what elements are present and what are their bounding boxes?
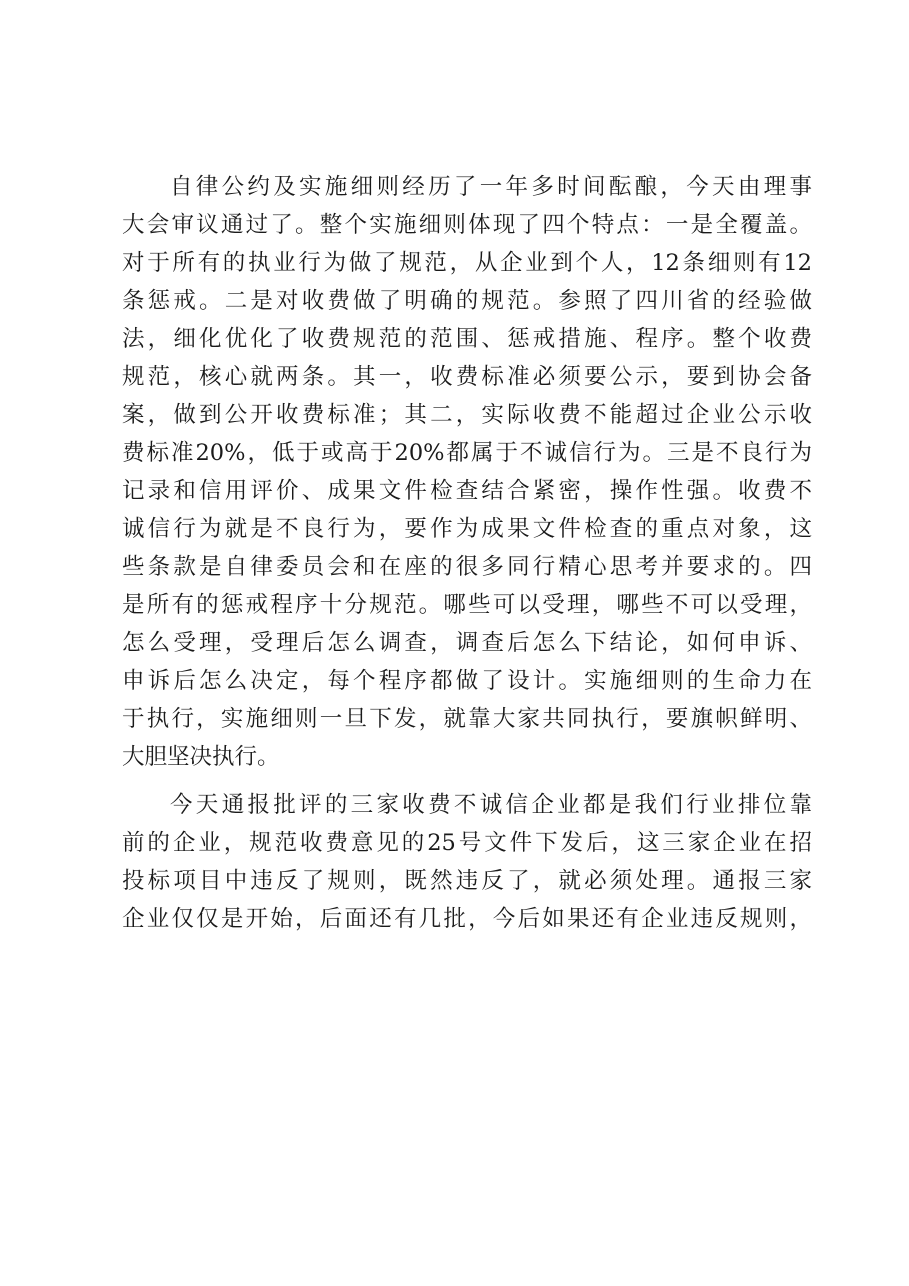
paragraph-line: 规范，核心就两条。其一，收费标准必须要公示，要到协会备 [122,364,812,390]
paragraph-line: 自律公约及实施细则经历了一年多时间酝酿，今天由理事 [170,174,812,200]
paragraph-line: 企业仅仅是开始，后面还有几批，今后如果还有企业违反规则， [122,906,812,932]
paragraph-line: 条惩戒。二是对收费做了明确的规范。参照了四川省的经验做 [122,288,812,314]
paragraph-line: 前的企业，规范收费意见的25号文件下发后，这三家企业在招 [122,830,812,856]
paragraph-line: 于执行，实施细则一旦下发，就靠大家共同执行，要旗帜鲜明、 [122,706,812,732]
document-body [122,168,812,938]
paragraph-1 [122,168,812,776]
paragraph-line: 投标项目中违反了规则，既然违反了，就必须处理。通报三家 [122,868,812,894]
paragraph-line: 大胆坚决执行。 [122,744,280,770]
paragraph-line: 怎么受理，受理后怎么调查，调查后怎么下结论，如何申诉、 [122,630,812,656]
paragraph-line: 些条款是自律委员会和在座的很多同行精心思考并要求的。四 [122,554,812,580]
paragraph-line: 今天通报批评的三家收费不诚信企业都是我们行业排位靠 [170,792,812,818]
paragraph-line: 是所有的惩戒程序十分规范。哪些可以受理，哪些不可以受理， [122,592,812,618]
paragraph-line: 费标准20%，低于或高于20%都属于不诚信行为。三是不良行为 [122,440,812,466]
paragraph-2 [122,786,812,938]
paragraph-line: 法，细化优化了收费规范的范围、惩戒措施、程序。整个收费 [122,326,812,352]
paragraph-line: 记录和信用评价、成果文件检查结合紧密，操作性强。收费不 [122,478,812,504]
paragraph-line: 对于所有的执业行为做了规范，从企业到个人，12条细则有12 [122,250,812,276]
paragraph-line: 案，做到公开收费标准；其二，实际收费不能超过企业公示收 [122,402,812,428]
paragraph-line: 申诉后怎么决定，每个程序都做了设计。实施细则的生命力在 [122,668,812,694]
paragraph-line: 诚信行为就是不良行为，要作为成果文件检查的重点对象，这 [122,516,812,542]
paragraph-line: 大会审议通过了。整个实施细则体现了四个特点：一是全覆盖。 [122,212,812,238]
